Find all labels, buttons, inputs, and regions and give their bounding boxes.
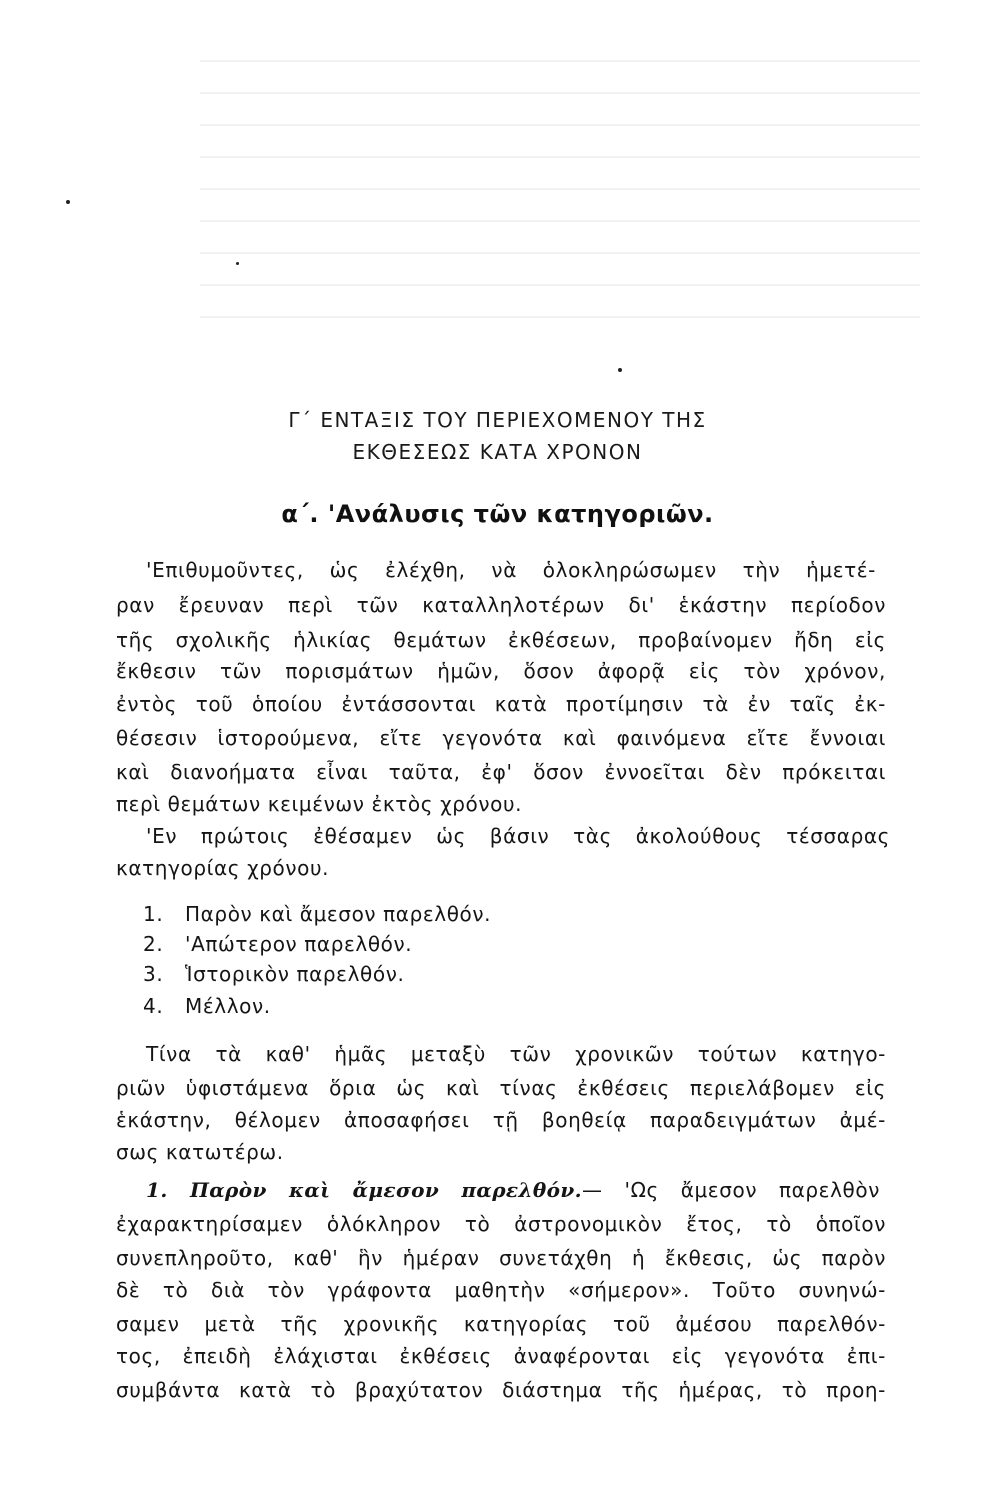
paragraph-line: συνεπληροῦτο, καθ' ἣν ἡμέραν συνετάχθη ἡ ἔκθεσις, ὡς παρὸν (116, 1246, 886, 1270)
paragraph-line-rest: — 'Ως ἄμεσον παρελθὸν (582, 1178, 880, 1202)
list-item-label: Ἱστορικὸν παρελθόν. (185, 962, 405, 986)
paragraph-line: ραν ἔρευναν περὶ τῶν καταλληλοτέρων δι' ἑκάστην περίοδον (116, 593, 886, 617)
section-heading-line-2: ΕΚΘΕΣΕΩΣ ΚΑΤΑ ΧΡΟΝΟΝ (352, 440, 643, 464)
paragraph-line: θέσεσιν ἱστορούμενα, εἴτε γεγονότα καὶ φαινόμενα εἴτε ἔννοιαι (116, 726, 886, 750)
list-item (143, 932, 412, 956)
paragraph-line: δὲ τὸ διὰ τὸν γράφοντα μαθητὴν «σήμερον». Τοῦτο συνηνώ- (116, 1278, 886, 1302)
paragraph-line: τος, ἐπειδὴ ἐλάχισται ἐκθέσεις ἀναφέρονται εἰς γεγονότα ἐπι- (116, 1344, 886, 1368)
paragraph-line: ἑκάστην, θέλομεν ἀποσαφήσει τῇ βοηθείᾳ παραδειγμάτων ἀμέ- (116, 1108, 886, 1132)
paragraph-line: ἐχαρακτηρίσαμεν ὁλόκληρον τὸ ἀστρονομικὸν ἔτος, τὸ ὁποῖον (116, 1212, 886, 1236)
speck-mark (66, 200, 70, 204)
paragraph-line: σως κατωτέρω. (116, 1140, 284, 1164)
list-item-number: 3. (143, 962, 164, 986)
paragraph-line: σαμεν μετὰ τῆς χρονικῆς κατηγορίας τοῦ ἀμέσου παρελθόν- (116, 1312, 886, 1336)
speck-mark (618, 368, 622, 372)
list-item (143, 994, 271, 1018)
paragraph-line: ἐντὸς τοῦ ὁποίου ἐντάσσονται κατὰ προτίμησιν τὰ ἐν ταῖς ἐκ- (116, 692, 886, 716)
paragraph-line: καὶ διανοήματα εἶναι ταῦτα, ἐφ' ὅσον ἐννοεῖται δὲν πρόκειται (116, 760, 886, 784)
list-item-number: 2. (143, 932, 164, 956)
paragraph-line: Τίνα τὰ καθ' ἡμᾶς μεταξὺ τῶν χρονικῶν τούτων κατηγο- (146, 1042, 886, 1066)
list-item (143, 962, 404, 986)
list-item-number: 1. (143, 902, 164, 926)
subsection-title: α΄. 'Ανάλυσις τῶν κατηγοριῶν. (281, 500, 714, 528)
list-item-label: Παρὸν καὶ ἄμεσον παρελθόν. (185, 902, 492, 926)
paragraph-first-line (146, 1180, 880, 1200)
show-through-text (200, 60, 920, 340)
paragraph-line: 'Επιθυμοῦντες, ὡς ἐλέχθη, νὰ ὁλοκληρώσωμεν τὴν ἡμετέ- (146, 558, 876, 582)
paragraph-lead-heading: 1. Παρὸν καὶ ἄμεσον παρελθόν. (146, 1178, 583, 1202)
paragraph-line: τῆς σχολικῆς ἡλικίας θεμάτων ἐκθέσεων, προβαίνομεν ἤδη εἰς (116, 628, 886, 652)
list-item-number: 4. (143, 994, 164, 1018)
paragraph-line: κατηγορίας χρόνου. (116, 856, 330, 880)
paragraph-line: ἔκθεσιν τῶν πορισμάτων ἡμῶν, ὅσον ἀφορᾷ εἰς τὸν χρόνον, (116, 659, 886, 683)
paragraph-line: 'Εν πρώτοις ἐθέσαμεν ὡς βάσιν τὰς ἀκολούθους τέσσαρας (146, 824, 890, 848)
speck-mark (236, 262, 239, 265)
paragraph-line: συμβάντα κατὰ τὸ βραχύτατον διάστημα τῆς ἡμέρας, τὸ προη- (116, 1378, 886, 1402)
paragraph-line: περὶ θεμάτων κειμένων ἐκτὸς χρόνου. (116, 792, 523, 816)
list-item (143, 902, 491, 926)
list-item-label: 'Απώτερον παρελθόν. (185, 932, 413, 956)
list-item-label: Μέλλον. (185, 994, 271, 1018)
paragraph-line: ριῶν ὑφιστάμενα ὅρια ὡς καὶ τίνας ἐκθέσεις περιελάβομεν εἰς (116, 1076, 886, 1100)
section-heading-line-1: Γ΄ ΕΝΤΑΞΙΣ ΤΟΥ ΠΕΡΙΕΧΟΜΕΝΟΥ ΤΗΣ (288, 408, 707, 432)
